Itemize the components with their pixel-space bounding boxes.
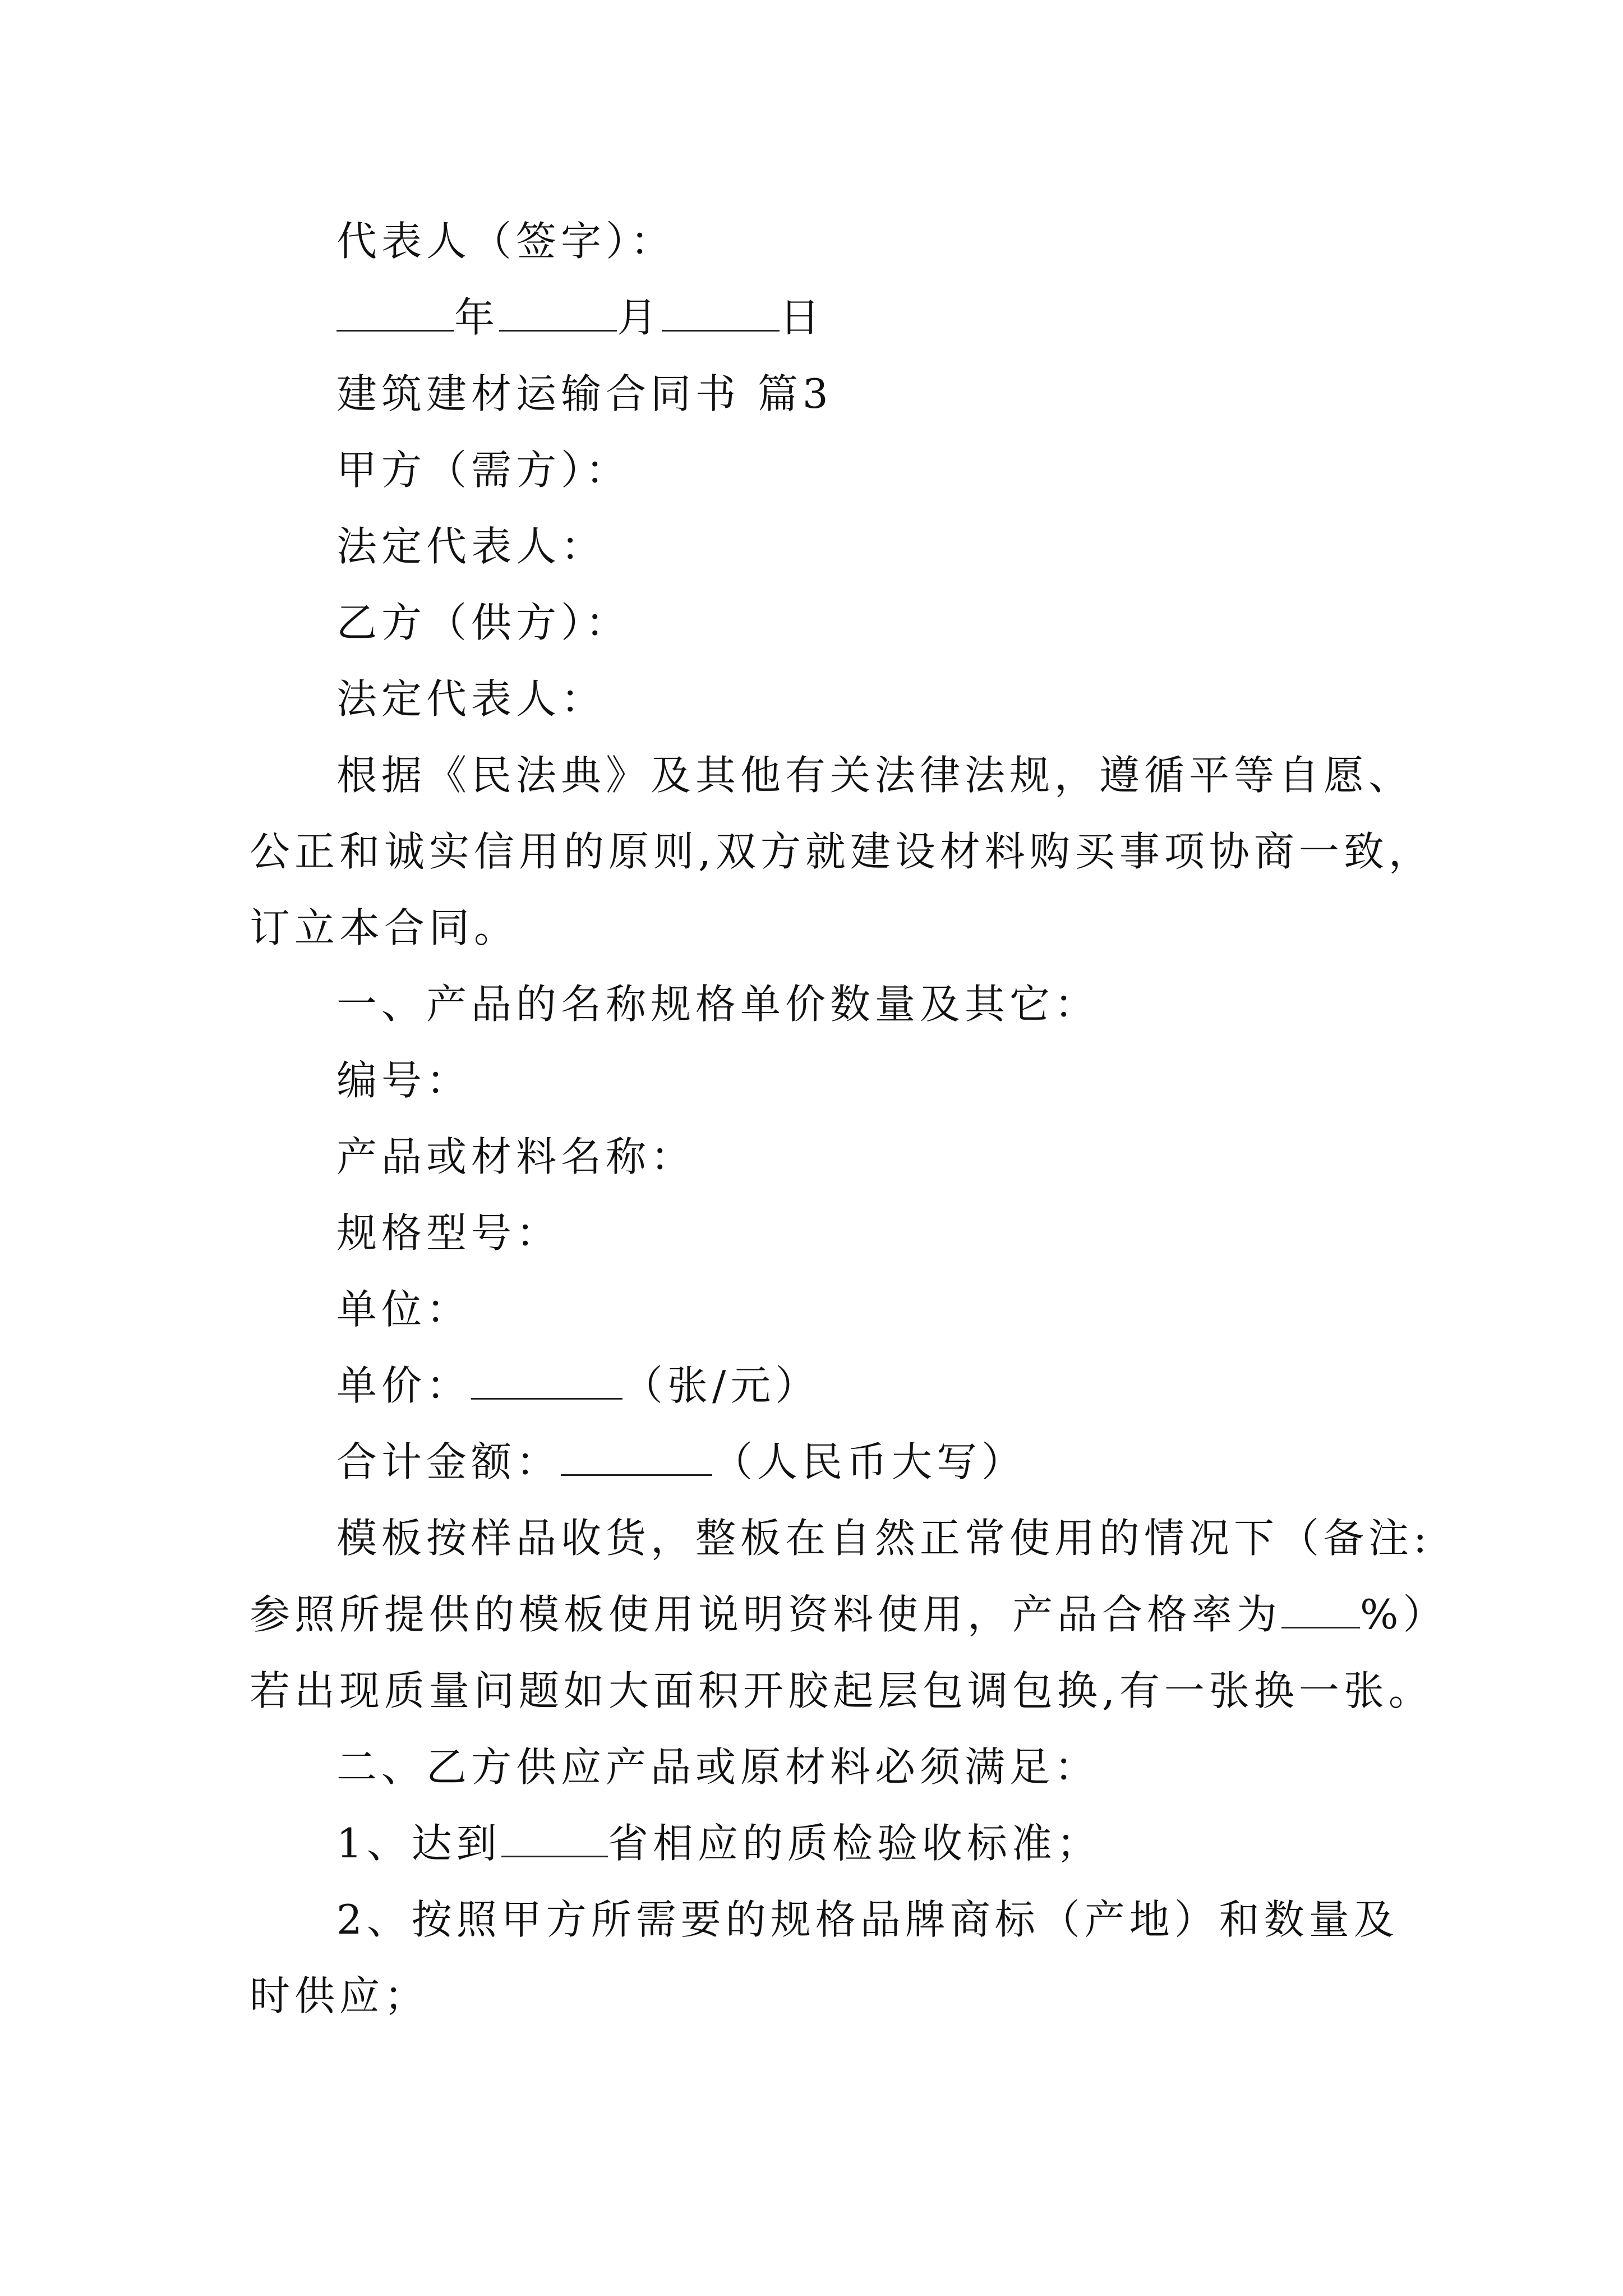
section-2-text: 二、乙方供应产品或原材料必须满足： <box>336 1743 1100 1791</box>
requirement-2-line-1 <box>336 1892 1399 1948</box>
total-amount-suffix: （人民币大写） <box>712 1438 1027 1485</box>
template-clause-line-2 <box>250 1586 1447 1642</box>
requirement-1-suffix: 省相应的质检验收标准； <box>607 1820 1101 1867</box>
legal-rep-a-line <box>336 518 606 574</box>
preamble-text-2: 公正和诚实信用的原则,双方就建设材料购买事项协商一致， <box>250 828 1433 875</box>
requirement-1-prefix: 1、达到 <box>336 1820 501 1867</box>
month-label: 月 <box>617 294 662 341</box>
item-spec-line <box>336 1205 561 1261</box>
month-blank <box>499 295 617 332</box>
requirement-2-text-1: 2、按照甲方所需要的规格品牌商标（产地）和数量及 <box>336 1896 1399 1943</box>
preamble-line-3 <box>250 900 519 956</box>
contract-title-text: 建筑建材运输合同书 篇3 <box>336 370 833 417</box>
party-a-label: 甲方（需方）： <box>336 447 631 494</box>
item-name-line <box>336 1129 695 1185</box>
item-number-line <box>336 1052 471 1108</box>
total-amount-line <box>336 1434 1026 1490</box>
item-unit-line <box>336 1281 471 1337</box>
item-spec-label: 规格型号： <box>336 1209 561 1257</box>
item-unit-label: 单位： <box>336 1286 472 1333</box>
representative-signature-line <box>336 213 675 269</box>
day-label: 日 <box>780 294 825 341</box>
province-blank <box>501 1821 608 1857</box>
party-a-line <box>336 442 630 498</box>
preamble-line-2 <box>250 823 1433 880</box>
unit-price-blank <box>471 1363 623 1400</box>
preamble-line-1 <box>336 747 1413 803</box>
total-amount-blank <box>561 1439 712 1476</box>
item-number-label: 编号： <box>336 1057 472 1104</box>
unit-price-line <box>336 1358 820 1414</box>
date-line <box>336 289 824 346</box>
day-blank <box>662 295 780 332</box>
preamble-text-3: 订立本合同。 <box>250 904 519 951</box>
template-clause-text-3: 若出现质量问题如大面积开胶起层包调包换,有一张换一张。 <box>250 1667 1433 1714</box>
item-name-label: 产品或材料名称： <box>336 1133 696 1180</box>
legal-rep-b-line <box>336 671 606 727</box>
template-clause-text-1: 模板按样品收货，整板在自然正常使用的情况下（备注: <box>336 1515 1432 1562</box>
year-blank <box>336 295 454 332</box>
template-clause-line-3 <box>250 1663 1433 1719</box>
preamble-text-1: 根据《民法典》及其他有关法律法规，遵循平等自愿、 <box>336 752 1414 799</box>
representative-signature-label: 代表人（签字）： <box>336 218 676 265</box>
contract-title <box>336 366 833 422</box>
unit-price-suffix: （张/元） <box>623 1362 820 1409</box>
party-b-label: 乙方（供方）： <box>336 599 631 646</box>
requirement-2-text-2: 时供应； <box>250 1972 430 2019</box>
requirement-1-line <box>336 1815 1101 1871</box>
total-amount-label: 合计金额： <box>336 1438 561 1485</box>
template-clause-text-2: 参照所提供的模板使用说明资料使用，产品合格率为 <box>250 1591 1282 1638</box>
pass-rate-blank <box>1281 1592 1360 1628</box>
year-label: 年 <box>454 294 500 341</box>
party-b-line <box>336 595 630 651</box>
legal-rep-b-label: 法定代表人： <box>336 675 606 723</box>
requirement-2-line-2 <box>250 1968 429 2024</box>
template-clause-suffix-2: %） <box>1360 1591 1448 1638</box>
section-1-heading <box>336 976 1099 1032</box>
unit-price-label: 单价： <box>336 1362 472 1409</box>
section-2-heading <box>336 1739 1099 1795</box>
section-1-text: 一、产品的名称规格单价数量及其它： <box>336 981 1100 1028</box>
legal-rep-a-label: 法定代表人： <box>336 523 606 570</box>
template-clause-line-1 <box>336 1510 1431 1566</box>
